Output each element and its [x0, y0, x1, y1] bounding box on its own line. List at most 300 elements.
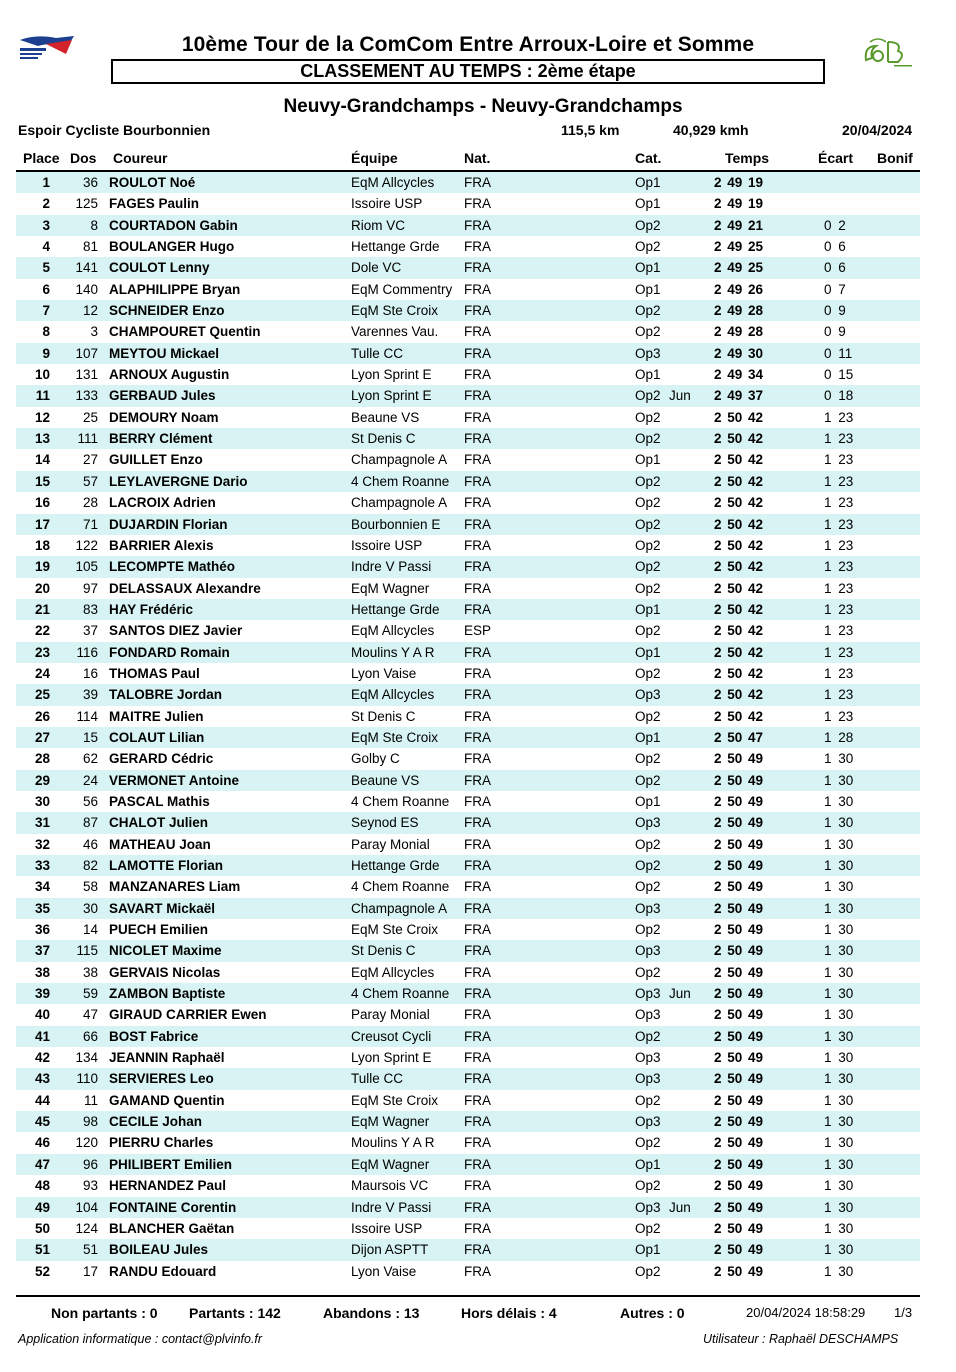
table-row	[16, 364, 920, 385]
nationality-cell: FRA	[464, 1242, 491, 1258]
category-cell: Op2	[635, 1092, 661, 1108]
rider-name-cell: ZAMBON Baptiste	[109, 986, 226, 1002]
category-cell: Op2	[635, 324, 661, 340]
nationality-cell: FRA	[464, 345, 491, 361]
team-cell: 4 Chem Roanne	[351, 473, 450, 489]
gap-cell: 1 30	[824, 1199, 854, 1215]
bib-cell: 96	[82, 1156, 98, 1172]
bib-cell: 134	[75, 1050, 98, 1066]
bib-cell: 110	[76, 1071, 98, 1087]
category-cell: Op3	[635, 986, 661, 1002]
category-cell: Op2	[635, 708, 661, 724]
bib-cell: 56	[82, 793, 98, 809]
rider-name-cell: DELASSAUX Alexandre	[109, 580, 261, 596]
nationality-cell: FRA	[464, 964, 491, 980]
rank-cell: 40	[34, 1007, 50, 1023]
rank-cell: 5	[42, 260, 50, 276]
nationality-cell: FRA	[464, 537, 491, 553]
time-cell: 2 50 42	[714, 665, 764, 681]
team-cell: Maursois VC	[351, 1178, 429, 1194]
gap-cell: 1 30	[824, 1092, 854, 1108]
time-cell: 2 50 42	[714, 452, 764, 468]
bib-cell: 46	[82, 836, 98, 852]
rank-cell: 48	[34, 1178, 50, 1194]
rider-name-cell: LEYLAVERGNE Dario	[109, 473, 248, 489]
time-cell: 2 50 49	[714, 836, 764, 852]
category-cell: Op2	[635, 858, 661, 873]
time-cell: 2 50 42	[714, 687, 764, 703]
time-cell: 2 49 19	[714, 175, 764, 190]
gap-cell: 1 23	[824, 687, 854, 703]
rider-name-cell: HAY Frédéric	[109, 601, 194, 617]
nationality-cell: FRA	[464, 303, 491, 319]
rider-name-cell: CHAMPOURET Quentin	[109, 324, 261, 340]
category-cell: Op2	[635, 964, 661, 980]
time-cell: 2 49 25	[714, 260, 764, 276]
page-title: 10ème Tour de la ComCom Entre Arroux-Loire et Somme	[181, 33, 755, 56]
rider-name-cell: LAMOTTE Florian	[109, 858, 223, 873]
col-nat: Nat.	[464, 150, 491, 166]
bib-cell: 115	[76, 943, 98, 959]
rider-name-cell: MANZANARES Liam	[109, 879, 241, 895]
time-cell: 2 50 49	[714, 1135, 764, 1151]
rider-name-cell: BOULANGER Hugo	[109, 239, 235, 255]
col-coureur: Coureur	[113, 150, 168, 166]
gap-cell: 1 30	[824, 1263, 854, 1279]
category-cell: Op2	[635, 922, 661, 938]
team-cell: EqM Wagner	[351, 1114, 430, 1130]
rider-name-cell: PHILIBERT Emilien	[109, 1156, 233, 1172]
table-row	[16, 257, 920, 278]
time-cell: 2 50 42	[714, 431, 764, 447]
time-cell: 2 50 49	[714, 772, 764, 788]
time-cell: 2 49 21	[714, 217, 764, 233]
bib-cell: 81	[82, 239, 98, 255]
rider-name-cell: BOST Fabrice	[109, 1028, 199, 1044]
nationality-cell: FRA	[464, 260, 491, 276]
rider-name-cell: LECOMPTE Mathéo	[109, 559, 236, 575]
time-cell: 2 50 42	[714, 644, 764, 660]
table-row	[16, 1111, 920, 1132]
rider-name-cell: LACROIX Adrien	[109, 495, 216, 511]
bib-cell: 37	[82, 623, 98, 639]
bib-cell: 82	[82, 858, 98, 873]
table-row	[16, 1261, 920, 1282]
category-cell: Op1	[635, 1242, 661, 1258]
rider-name-cell: FONTAINE Corentin	[109, 1199, 237, 1215]
team-cell: Riom VC	[351, 217, 406, 233]
table-row	[16, 1154, 920, 1175]
table-row	[16, 193, 920, 214]
rank-cell: 19	[34, 559, 50, 575]
gap-cell: 1 30	[824, 1242, 854, 1258]
rider-name-cell: GERVAIS Nicolas	[109, 964, 221, 980]
gap-cell: 1 30	[824, 1050, 854, 1066]
print-timestamp: 20/04/2024 18:58:29	[746, 1305, 866, 1320]
bib-cell: 87	[82, 815, 98, 831]
table-row	[16, 471, 920, 492]
nationality-cell: FRA	[464, 367, 491, 383]
autres: Autres : 0	[620, 1305, 685, 1321]
rider-name-cell: JEANNIN Raphaël	[109, 1050, 225, 1066]
team-cell: 4 Chem Roanne	[351, 879, 450, 895]
rider-name-cell: MAITRE Julien	[109, 708, 204, 724]
category-cell: Op1	[635, 601, 661, 617]
rank-cell: 29	[34, 772, 50, 788]
team-cell: Moulins Y A R	[351, 1135, 435, 1151]
bib-cell: 83	[82, 601, 98, 617]
category-cell: Op2	[635, 409, 661, 425]
bib-cell: 8	[90, 217, 98, 233]
table-row	[16, 578, 920, 599]
hors-delais: Hors délais : 4	[461, 1305, 557, 1321]
nationality-cell: FRA	[464, 793, 491, 809]
nationality-cell: FRA	[464, 559, 491, 575]
rider-name-cell: PASCAL Mathis	[109, 793, 210, 809]
bib-cell: 58	[82, 879, 98, 895]
gap-cell: 1 23	[824, 495, 854, 511]
team-cell: EqM Allcycles	[351, 964, 435, 980]
gap-cell: 0 9	[824, 324, 846, 340]
gap-cell: 1 23	[824, 580, 854, 596]
rank-cell: 43	[34, 1071, 50, 1087]
gap-cell: 0 2	[824, 217, 846, 233]
rider-name-cell: MATHEAU Joan	[109, 836, 211, 852]
category-cell: Op2	[635, 580, 661, 596]
table-row	[16, 1197, 920, 1218]
gap-cell: 1 30	[824, 1135, 854, 1151]
rider-name-cell: PIERRU Charles	[109, 1135, 214, 1151]
category-cell: Op2	[635, 836, 661, 852]
time-cell: 2 50 49	[714, 964, 764, 980]
team-cell: Lyon Sprint E	[351, 367, 432, 383]
bib-cell: 27	[82, 452, 98, 468]
partants: Partants : 142	[189, 1305, 281, 1321]
time-cell: 2 50 47	[714, 729, 764, 745]
time-cell: 2 50 49	[714, 900, 764, 916]
table-row	[16, 770, 920, 791]
bib-cell: 28	[82, 495, 98, 511]
category-cell: Op2	[635, 623, 661, 639]
gap-cell: 1 30	[824, 900, 854, 916]
rider-name-cell: GUILLET Enzo	[109, 452, 203, 468]
category-cell: Op2	[635, 473, 661, 489]
time-cell: 2 50 49	[714, 986, 764, 1002]
table-row	[16, 492, 920, 513]
bib-cell: 124	[75, 1220, 98, 1236]
time-cell: 2 50 49	[714, 1199, 764, 1215]
gap-cell: 1 30	[824, 986, 854, 1002]
time-cell: 2 50 49	[714, 1050, 764, 1066]
gap-cell: 1 23	[824, 516, 854, 532]
rank-cell: 11	[35, 388, 50, 404]
rank-cell: 14	[34, 452, 50, 468]
bib-cell: 38	[82, 964, 98, 980]
category-cell: Op1	[635, 793, 661, 809]
category-cell: Op2	[635, 516, 661, 532]
time-cell: 2 49 30	[714, 345, 764, 361]
nationality-cell: FRA	[464, 1114, 491, 1130]
rider-name-cell: DEMOURY Noam	[109, 409, 219, 425]
rank-cell: 22	[34, 623, 50, 639]
gap-cell: 1 30	[824, 1156, 854, 1172]
gap-cell: 1 30	[824, 1178, 854, 1194]
category-cell: Op1	[635, 729, 661, 745]
nationality-cell: FRA	[464, 452, 491, 468]
team-cell: Dijon ASPTT	[351, 1242, 429, 1258]
rider-name-cell: BLANCHER Gaëtan	[109, 1220, 235, 1236]
category-cell: Op3	[635, 1071, 661, 1087]
stage-distance: 115,5 km	[561, 122, 620, 138]
category-cell: Op3	[635, 943, 661, 959]
nationality-cell: FRA	[464, 473, 491, 489]
bib-cell: 25	[82, 409, 98, 425]
category-cell: Op2	[635, 495, 661, 511]
nationality-cell: FRA	[464, 281, 491, 297]
team-cell: Lyon Sprint E	[351, 1050, 432, 1066]
bib-cell: 59	[82, 986, 98, 1002]
junior-cell: Jun	[669, 1199, 691, 1215]
ranking-subtitle: CLASSEMENT AU TEMPS : 2ème étape	[111, 59, 825, 84]
table-row	[16, 919, 920, 940]
gap-cell: 1 30	[824, 858, 854, 873]
rank-cell: 23	[34, 644, 50, 660]
bib-cell: 141	[75, 260, 98, 276]
gap-cell: 1 30	[824, 879, 854, 895]
category-cell: Op2	[635, 1135, 661, 1151]
table-row	[16, 706, 920, 727]
time-cell: 2 50 42	[714, 495, 764, 511]
time-cell: 2 50 49	[714, 1178, 764, 1194]
team-cell: Dole VC	[351, 260, 402, 276]
gap-cell: 1 28	[824, 729, 854, 745]
team-cell: 4 Chem Roanne	[351, 793, 450, 809]
rank-cell: 28	[34, 751, 50, 767]
rank-cell: 35	[34, 900, 50, 916]
rank-cell: 2	[42, 196, 50, 212]
table-row	[16, 812, 920, 833]
rank-cell: 52	[34, 1263, 50, 1279]
nationality-cell: FRA	[464, 1071, 491, 1087]
time-cell: 2 50 42	[714, 601, 764, 617]
rank-cell: 15	[34, 473, 50, 489]
rank-cell: 1	[42, 175, 50, 190]
nationality-cell: FRA	[464, 986, 491, 1002]
category-cell: Op2	[635, 772, 661, 788]
nationality-cell: FRA	[464, 729, 491, 745]
category-cell: Op2	[635, 303, 661, 319]
rider-name-cell: ALAPHILIPPE Bryan	[109, 281, 241, 297]
team-cell: Moulins Y A R	[351, 644, 435, 660]
team-cell: Hettange Grde	[351, 239, 440, 255]
bib-cell: 133	[75, 388, 98, 404]
category-cell: Op1	[635, 1156, 661, 1172]
team-cell: Champagnole A	[351, 900, 448, 916]
team-cell: EqM Allcycles	[351, 175, 435, 190]
time-cell: 2 50 42	[714, 473, 764, 489]
col-ecart: Écart	[818, 150, 854, 166]
nationality-cell: FRA	[464, 1199, 491, 1215]
team-cell: Varennes Vau.	[351, 324, 439, 340]
table-row	[16, 620, 920, 641]
time-cell: 2 50 42	[714, 537, 764, 553]
nationality-cell: FRA	[464, 836, 491, 852]
category-cell: Op2	[635, 217, 661, 233]
rider-name-cell: THOMAS Paul	[109, 665, 200, 681]
bib-cell: 125	[75, 196, 98, 212]
time-cell: 2 50 49	[714, 793, 764, 809]
nationality-cell: FRA	[464, 175, 491, 190]
team-cell: EqM Commentry	[351, 281, 453, 297]
time-cell: 2 49 26	[714, 281, 764, 297]
table-row	[16, 855, 920, 876]
race-date: 20/04/2024	[842, 122, 913, 138]
nationality-cell: FRA	[464, 431, 491, 447]
nationality-cell: FRA	[464, 1050, 491, 1066]
team-cell: Hettange Grde	[351, 858, 440, 873]
nationality-cell: FRA	[464, 1092, 491, 1108]
table-row	[16, 1239, 920, 1260]
rank-cell: 33	[34, 858, 50, 873]
time-cell: 2 50 49	[714, 1263, 764, 1279]
nationality-cell: FRA	[464, 900, 491, 916]
bib-cell: 51	[82, 1242, 98, 1258]
category-cell: Op1	[635, 644, 661, 660]
bib-cell: 98	[82, 1114, 98, 1130]
nationality-cell: FRA	[464, 1263, 491, 1279]
category-cell: Op3	[635, 1114, 661, 1130]
nationality-cell: FRA	[464, 196, 491, 212]
col-equipe: Équipe	[351, 150, 398, 166]
table-row	[16, 514, 920, 535]
table-row	[16, 343, 920, 364]
category-cell: Op1	[635, 196, 661, 212]
time-cell: 2 50 49	[714, 1092, 764, 1108]
team-cell: St Denis C	[351, 708, 416, 724]
team-cell: St Denis C	[351, 943, 416, 959]
rank-cell: 46	[34, 1135, 50, 1151]
nationality-cell: FRA	[464, 858, 491, 873]
rank-cell: 39	[34, 986, 50, 1002]
time-cell: 2 49 19	[714, 196, 764, 212]
gap-cell: 1 23	[824, 537, 854, 553]
time-cell: 2 50 49	[714, 751, 764, 767]
team-cell: Tulle CC	[351, 345, 404, 361]
bib-cell: 12	[82, 303, 98, 319]
rank-cell: 16	[34, 495, 50, 511]
rank-cell: 37	[34, 943, 50, 959]
table-row	[16, 727, 920, 748]
rider-name-cell: DUJARDIN Florian	[109, 516, 228, 532]
category-cell: Op2	[635, 559, 661, 575]
bib-cell: 131	[75, 367, 98, 383]
team-cell: Bourbonnien E	[351, 516, 441, 532]
bib-cell: 93	[82, 1178, 98, 1194]
nationality-cell: FRA	[464, 388, 491, 404]
table-header	[16, 146, 920, 170]
rider-name-cell: TALOBRE Jordan	[109, 687, 223, 703]
team-cell: Lyon Sprint E	[351, 388, 432, 404]
rider-name-cell: BERRY Clément	[109, 431, 213, 447]
table-row	[16, 876, 920, 897]
team-cell: Creusot Cycli	[351, 1028, 432, 1044]
stage-name: Neuvy-Grandchamps - Neuvy-Grandchamps	[283, 96, 683, 117]
category-cell: Op1	[635, 452, 661, 468]
bib-cell: 111	[77, 431, 98, 447]
nationality-cell: FRA	[464, 324, 491, 340]
gap-cell: 1 23	[824, 559, 854, 575]
team-cell: St Denis C	[351, 431, 416, 447]
team-cell: Indre V Passi	[351, 1199, 432, 1215]
category-cell: Op2	[635, 1178, 661, 1194]
rank-cell: 4	[42, 239, 50, 255]
team-cell: Issoire USP	[351, 196, 423, 212]
table-row	[16, 983, 920, 1004]
bib-cell: 57	[82, 473, 98, 489]
category-cell: Op1	[635, 367, 661, 383]
nationality-cell: FRA	[464, 1156, 491, 1172]
page-number: 1/3	[894, 1305, 913, 1320]
bib-cell: 122	[75, 537, 98, 553]
rider-name-cell: ROULOT Noé	[109, 175, 196, 190]
bib-cell: 107	[75, 345, 98, 361]
rank-cell: 51	[34, 1242, 50, 1258]
category-cell: Op3	[635, 815, 661, 831]
table-row	[16, 642, 920, 663]
federation-logo	[16, 32, 78, 62]
category-cell: Op3	[635, 1199, 661, 1215]
rider-name-cell: COLAUT Lilian	[109, 729, 205, 745]
team-cell: EqM Allcycles	[351, 687, 435, 703]
nationality-cell: FRA	[464, 217, 491, 233]
rider-name-cell: RANDU Edouard	[109, 1263, 217, 1279]
table-row	[16, 535, 920, 556]
rank-cell: 8	[42, 324, 50, 340]
time-cell: 2 50 42	[714, 623, 764, 639]
rank-cell: 17	[34, 516, 50, 532]
table-row	[16, 300, 920, 321]
bib-cell: 97	[82, 580, 98, 596]
rank-cell: 31	[34, 815, 50, 831]
nationality-cell: FRA	[464, 687, 491, 703]
time-cell: 2 50 42	[714, 559, 764, 575]
gap-cell: 0 11	[824, 345, 853, 361]
gap-cell: 1 30	[824, 1028, 854, 1044]
team-cell: Paray Monial	[351, 1007, 430, 1023]
table-row	[16, 279, 920, 300]
gap-cell: 0 6	[824, 260, 846, 276]
table-row	[16, 1218, 920, 1239]
rider-name-cell: SERVIERES Leo	[109, 1071, 214, 1087]
gap-cell: 1 30	[824, 1071, 854, 1087]
nationality-cell: FRA	[464, 239, 491, 255]
team-cell: Issoire USP	[351, 1220, 423, 1236]
bib-cell: 15	[82, 729, 98, 745]
gap-cell: 1 30	[824, 964, 854, 980]
time-cell: 2 50 42	[714, 409, 764, 425]
nationality-cell: FRA	[464, 601, 491, 617]
rank-cell: 21	[34, 601, 50, 617]
table-row	[16, 407, 920, 428]
nationality-cell: ESP	[464, 623, 492, 639]
table-row	[16, 1004, 920, 1025]
time-cell: 2 50 49	[714, 1028, 764, 1044]
gap-cell: 1 30	[824, 815, 854, 831]
category-cell: Op2	[635, 388, 661, 404]
bib-cell: 3	[90, 324, 98, 340]
bib-cell: 16	[82, 665, 98, 681]
category-cell: Op3	[635, 1007, 661, 1023]
